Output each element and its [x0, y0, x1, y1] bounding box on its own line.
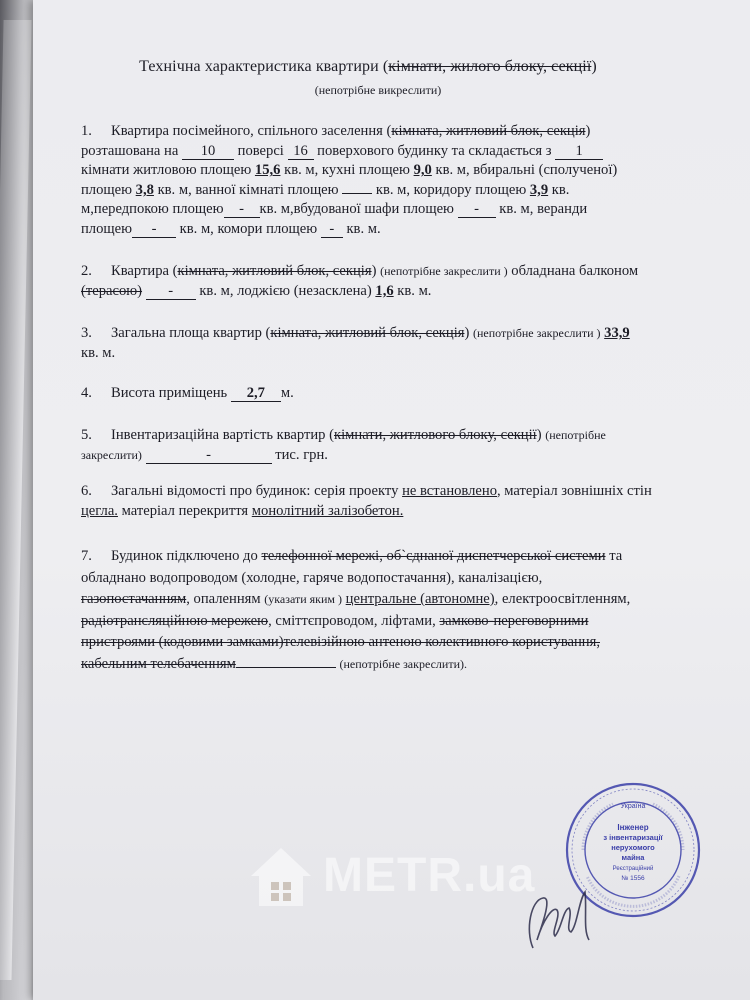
watermark	[243, 838, 573, 918]
text: кв. м, комори площею	[179, 220, 318, 237]
paragraph-6	[81, 482, 721, 521]
ceiling-value: монолітний залізобетон.	[251, 502, 404, 519]
text: , електроосвітленням,	[494, 591, 631, 607]
balcony-area-value: -	[146, 284, 196, 300]
struck-text: кабельним телебаченням	[81, 655, 236, 672]
adjacent-page-inner	[0, 20, 32, 980]
paragraph-5	[81, 426, 721, 465]
text: кв. м, лоджією (незасклена)	[199, 282, 372, 299]
struck-text: (терасою)	[81, 282, 143, 299]
note-text: (непотрібне закреслити).	[339, 656, 467, 671]
struck-text: замково-переговорними	[439, 612, 589, 629]
text: кв. м.	[346, 220, 381, 237]
text: площею	[81, 181, 133, 198]
document-title	[33, 58, 703, 76]
kitchen-area-value: 9,0	[413, 162, 432, 179]
stamp-line-4: майна	[621, 853, 645, 862]
height-value: 2,7	[231, 386, 281, 402]
paragraph-number: 6.	[81, 483, 92, 499]
series-value: не встановлено	[402, 483, 497, 499]
note-text: (непотрібне закреслити )	[380, 264, 508, 278]
paragraph-number: 2.	[81, 263, 92, 279]
note-text: (непотрібне	[545, 428, 606, 442]
inventory-value: -	[146, 448, 272, 464]
struck-text: газопостачанням	[81, 591, 187, 607]
house-icon	[243, 838, 319, 914]
hall-area-value: -	[224, 202, 260, 218]
struck-text: кімнати, житлового блоку, секції	[334, 427, 537, 443]
total-area-value: 33,9	[604, 325, 630, 341]
text: обладнано водопроводом (холодне, гаряче водопостачання), каналізацією,	[81, 569, 543, 586]
paragraph-3	[81, 324, 721, 363]
floors-total-value: 16	[288, 144, 314, 160]
text: матеріал перекриття	[121, 502, 249, 519]
walls-value: цегла.	[81, 502, 118, 519]
text: кв. м, вбиральні (сполученої)	[435, 162, 618, 179]
paragraph-2	[81, 262, 721, 301]
text: кв. м.	[397, 282, 432, 299]
loggia-area-value: 1,6	[375, 282, 394, 299]
text: розташована на	[81, 142, 179, 159]
text: поверсі	[237, 142, 284, 159]
text: кімнати житловою площею	[81, 162, 252, 179]
document-subtitle: (непотрібне викреслити)	[314, 83, 442, 97]
struck-text: пристроями (кодовими замками)телевізійною антеною колективного користування,	[81, 634, 600, 650]
struck-text: телефонної мережі, об`єднаної диспетчерської системи	[261, 548, 606, 564]
text: кв. м,вбудованої шафи площею	[259, 201, 454, 218]
storage-area-value: -	[321, 222, 343, 238]
rooms-value: 1	[555, 144, 603, 160]
closet-area-value: -	[458, 202, 496, 218]
note-text: (непотрібне закреслити )	[473, 326, 601, 340]
text: , сміттєпроводом, ліфтами,	[268, 612, 436, 629]
text: Квартира (	[111, 263, 178, 279]
text: )	[536, 427, 542, 443]
text: Інвентаризаційна вартість квартир (	[111, 427, 334, 443]
text: кв. м.	[81, 344, 116, 361]
paragraph-number: 1.	[81, 123, 92, 139]
text: , матеріал зовнішніх стін	[497, 483, 652, 499]
text: )	[464, 325, 470, 341]
corridor-area-value: 3,9	[529, 181, 549, 198]
text: Висота приміщень	[111, 385, 228, 401]
text: )	[371, 263, 377, 279]
text: тис. грн.	[275, 446, 328, 463]
text: м,передпокою площею	[81, 201, 224, 218]
document-sheet	[33, 0, 750, 1000]
paragraph-4	[81, 384, 721, 404]
text: Будинок підключено до	[111, 548, 258, 564]
stamp-number: № 1556	[621, 875, 645, 882]
bath-area-value	[342, 193, 372, 194]
paragraph-7	[81, 546, 721, 675]
stamp-top-text: Україна	[620, 803, 646, 810]
note-text: (указати яким )	[264, 592, 342, 606]
paragraph-number: 4.	[81, 385, 92, 401]
text: обладнана балконом	[511, 263, 639, 279]
text: кв. м, веранди	[499, 201, 588, 218]
text: кв.	[551, 181, 570, 198]
text: площею	[81, 220, 133, 237]
text: кв. м, коридору площею	[375, 181, 527, 198]
paragraph-1	[81, 122, 721, 240]
text: та	[609, 548, 623, 564]
stamp-line-1: Інженер	[617, 823, 649, 832]
paragraph-number: 3.	[81, 325, 92, 341]
stamp-line-3: нерухомого	[611, 843, 655, 852]
blank-line	[236, 667, 336, 668]
text: м.	[280, 385, 294, 401]
title-struck: кімнати, жилого блоку, секції	[388, 58, 592, 75]
paragraph-number: 7.	[81, 548, 92, 564]
text: кв. м, кухні площею	[284, 162, 410, 179]
text: Загальна площа квартир (	[111, 325, 271, 341]
text: Загальні відомості про будинок: серія проекту	[111, 483, 399, 499]
text: , опаленням	[186, 591, 261, 607]
stamp-reg-text: Реєстраційний	[612, 866, 654, 872]
struck-text: радіотрансляційною мережею	[81, 612, 269, 629]
text: кв. м, ванної кімнаті площею	[157, 181, 339, 198]
watermark-text: METR.ua	[323, 849, 536, 902]
title-close: )	[591, 58, 597, 75]
struck-text: кімната, житловий блок, секція	[391, 123, 586, 139]
living-area-value: 15,6	[254, 162, 281, 179]
text: поверхового будинку та складається з	[317, 142, 552, 159]
heating-value: центральне (автономне)	[345, 591, 495, 607]
floor-value: 10	[182, 144, 234, 160]
text: )	[585, 123, 591, 139]
paragraph-number: 5.	[81, 427, 92, 443]
struck-text: кімната, житловий блок, секція	[270, 325, 465, 341]
title-text: Технічна характеристика квартири (	[139, 58, 389, 75]
note-text: закреслити)	[81, 447, 142, 462]
wc-area-value: 3,8	[135, 181, 154, 198]
veranda-area-value: -	[132, 222, 176, 238]
text: Квартира посімейного, спільного заселення (	[111, 123, 392, 139]
stamp-line-2: з інвентаризації	[603, 833, 663, 842]
struck-text: кімната, житловий блок, секція	[177, 263, 372, 279]
